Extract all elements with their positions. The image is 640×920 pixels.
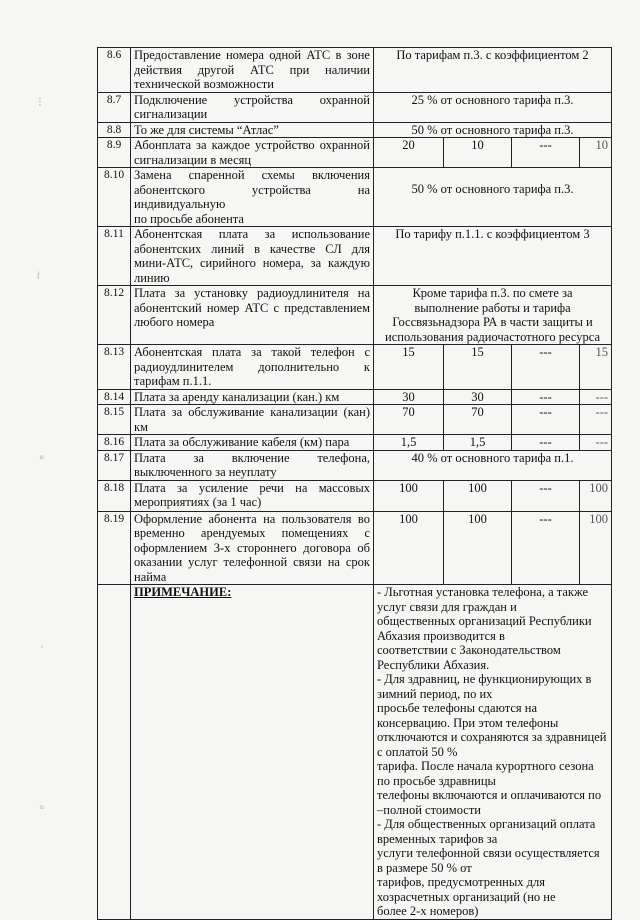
margin-mark: ⁝ xyxy=(38,95,42,109)
note-row xyxy=(98,585,612,920)
row-number: 8.10 xyxy=(98,168,131,227)
tariff-value-2: 15 xyxy=(444,345,512,390)
row-tariff: 40 % от основного тарифа п.1. xyxy=(374,450,612,480)
row-number: 8.7 xyxy=(98,92,131,122)
row-number: 8.12 xyxy=(98,286,131,345)
row-description: Абонплата за каждое устройство охранной сигнализации в месяц xyxy=(131,138,374,168)
table-row xyxy=(98,227,612,286)
row-number: 8.13 xyxy=(98,345,131,390)
row-description xyxy=(131,168,374,227)
tariff-value-2: 70 xyxy=(444,405,512,435)
tariff-value-1: 70 xyxy=(374,405,444,435)
row-number: 8.9 xyxy=(98,138,131,168)
tariff-value-1: 100 xyxy=(374,480,444,511)
tariff-value-1: 20 xyxy=(374,138,444,168)
tariff-value-3: --- xyxy=(512,138,580,168)
description-line: индивидуальную xyxy=(134,197,226,211)
note-line: - Для общественных организаций оплата временных тарифов за xyxy=(377,817,596,846)
row-number: 8.8 xyxy=(98,122,131,138)
row-number: 8.17 xyxy=(98,450,131,480)
table-row xyxy=(98,286,612,345)
table-row xyxy=(98,435,612,451)
tariff-value-4: --- xyxy=(580,389,612,405)
row-number: 8.18 xyxy=(98,480,131,511)
row-tariff: По тарифам п.3. с коэффициентом 2 xyxy=(374,48,612,93)
table-row xyxy=(98,405,612,435)
table-row xyxy=(98,92,612,122)
row-number: 8.11 xyxy=(98,227,131,286)
row-tariff: 50 % от основного тарифа п.3. xyxy=(374,122,612,138)
note-label-text: ПРИМЕЧАНИЕ: xyxy=(134,585,232,599)
row-tariff: По тарифу п.1.1. с коэффициентом 3 xyxy=(374,227,612,286)
note-text xyxy=(374,585,612,920)
row-description: То же для системы “Атлас” xyxy=(131,122,374,138)
table-row xyxy=(98,450,612,480)
table-row xyxy=(98,480,612,511)
tariff-value-2: 100 xyxy=(444,511,512,585)
row-description: Плата за аренду канализации (кан.) км xyxy=(131,389,374,405)
tariff-table xyxy=(97,47,612,920)
row-description: Плата за установку радиоудлинителя на абонентский номер АТС с представлением любого номера xyxy=(131,286,374,345)
tariff-value-1: 100 xyxy=(374,511,444,585)
tariff-line: выполнение работы и тарифа xyxy=(414,300,571,315)
tariff-value-1: 1,5 xyxy=(374,435,444,451)
tariff-line: Кроме тарифа п.3. по смете за xyxy=(412,286,573,300)
table-row xyxy=(98,389,612,405)
row-description: Предоставление номера одной АТС в зоне действия другой АТС при наличии технической возможности xyxy=(131,48,374,93)
tariff-value-3: --- xyxy=(512,435,580,451)
note-line: услуги телефонной связи осуществляется в размере 50 % от xyxy=(377,846,600,875)
table-row xyxy=(98,511,612,585)
tariff-value-4: 10 xyxy=(580,138,612,168)
note-label xyxy=(131,585,374,920)
tariff-value-3: --- xyxy=(512,511,580,585)
note-line: соответствии с Законодательством Республики Абхазия. xyxy=(377,643,561,672)
margin-mark: ≀ xyxy=(36,268,41,282)
tariff-value-1: 30 xyxy=(374,389,444,405)
tariff-value-3: --- xyxy=(512,389,580,405)
row-description: Абонентская плата за использование абонентских линий в качестве СЛ для мини-АТС, сирийного номера, за каждую линию xyxy=(131,227,374,286)
description-line: Замена спаренной схемы включения абонентского устройства на xyxy=(134,168,370,197)
note-line: телефоны включаются и оплачиваются по –полной стоимости xyxy=(377,788,602,817)
table-row xyxy=(98,48,612,93)
row-number: 8.19 xyxy=(98,511,131,585)
table-row xyxy=(98,168,612,227)
tariff-line: Госсвязьнадзора РА в части защиты и xyxy=(392,315,593,329)
row-description: Плата за обслуживание кабеля (км) пара xyxy=(131,435,374,451)
note-line: отключаются и сохраняются за здравницей с оплатой 50 % xyxy=(377,730,607,759)
row-number: 8.15 xyxy=(98,405,131,435)
row-number: 8.6 xyxy=(98,48,131,93)
tariff-value-2: 30 xyxy=(444,389,512,405)
table-row xyxy=(98,345,612,390)
note-line: просьбе телефоны сдаются на консервацию. При этом телефоны xyxy=(377,701,559,730)
row-description: Плата за обслуживание канализации (кан) км xyxy=(131,405,374,435)
row-description: Абонентская плата за такой телефон с радиоудлинителем дополнительно к тарифам п.1.1. xyxy=(131,345,374,390)
note-line: более 2-х номеров) xyxy=(377,904,479,918)
tariff-value-2: 10 xyxy=(444,138,512,168)
tariff-value-4: --- xyxy=(580,435,612,451)
description-line: по просьбе абонента xyxy=(134,211,244,226)
tariff-value-1: 15 xyxy=(374,345,444,390)
row-description: Подключение устройства охранной сигнализации xyxy=(131,92,374,122)
margin-mark: ∘ xyxy=(38,450,46,464)
table-row xyxy=(98,122,612,138)
tariff-value-3: --- xyxy=(512,405,580,435)
row-description: Оформление абонента на пользователя во временно арендуемых помещениях с оформлением 3-х стороннего договора об оказании услуг телефонной связи на срок найма xyxy=(131,511,374,585)
margin-mark: · xyxy=(40,640,44,654)
table-row xyxy=(98,138,612,168)
tariff-value-4: 15 xyxy=(580,345,612,390)
tariff-value-2: 100 xyxy=(444,480,512,511)
row-tariff: 50 % от основного тарифа п.3. xyxy=(374,168,612,227)
row-number: 8.14 xyxy=(98,389,131,405)
note-line: тарифов, предусмотренных для хозрасчетных организаций (но не xyxy=(377,875,556,904)
margin-mark: ∘ xyxy=(38,800,46,814)
row-tariff xyxy=(374,286,612,345)
tariff-value-4: 100 xyxy=(580,480,612,511)
tariff-value-3: --- xyxy=(512,345,580,390)
note-line: - Для здравниц, не функционирующих в зимний период, по их xyxy=(377,672,592,701)
note-spacer xyxy=(98,585,131,920)
tariff-value-4: --- xyxy=(580,405,612,435)
note-line: тарифа. После начала курортного сезона по просьбе здравницы xyxy=(377,759,594,788)
tariff-line: использования радиочастотного ресурса xyxy=(385,329,600,344)
row-tariff: 25 % от основного тарифа п.3. xyxy=(374,92,612,122)
row-number: 8.16 xyxy=(98,435,131,451)
note-line: общественных организаций Республики Абхазия производится в xyxy=(377,614,592,643)
row-description: Плата за усиление речи на массовых мероприятиях (за 1 час) xyxy=(131,480,374,511)
row-description: Плата за включение телефона, выключенного за неуплату xyxy=(131,450,374,480)
tariff-value-2: 1,5 xyxy=(444,435,512,451)
tariff-value-3: --- xyxy=(512,480,580,511)
tariff-value-4: 100 xyxy=(580,511,612,585)
note-line: - Льготная установка телефона, а также услуг связи для граждан и xyxy=(377,585,589,614)
